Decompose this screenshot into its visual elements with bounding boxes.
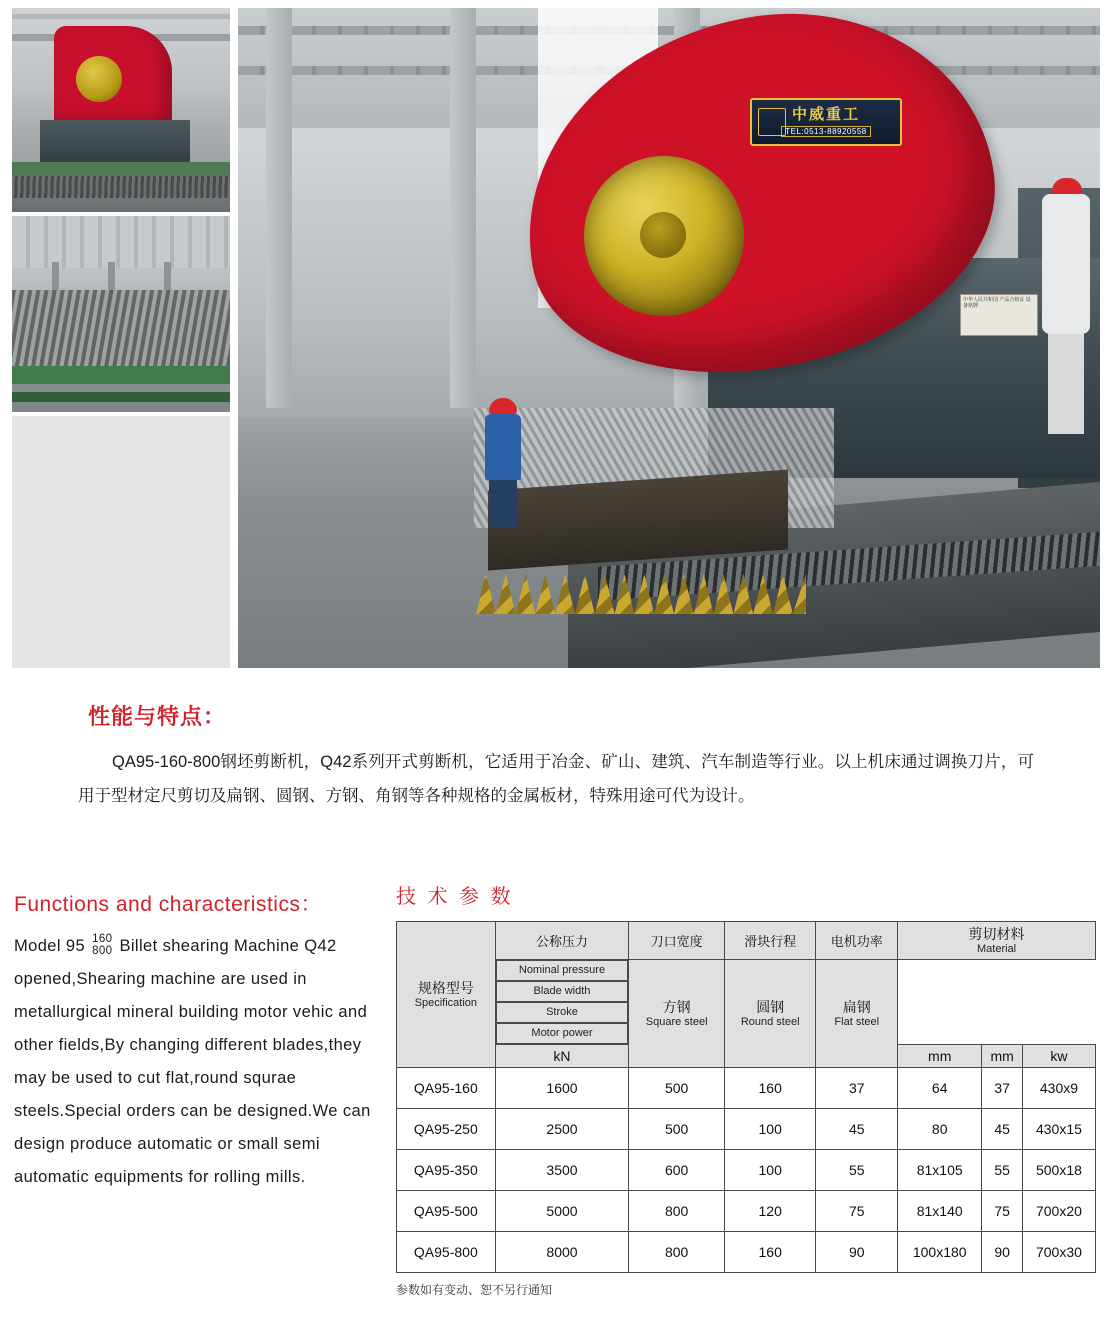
performance-body: QA95-160-800钢坯剪断机，Q42系列开式剪断机，它适用于冶金、矿山、建筑、汽车制造等行业。以上机床通过调换刀片，可用于型材定尺剪切及扁钢、圆钢、方钢、角钢等各种规格的金属板材，特殊用途可代为设计。 bbox=[78, 753, 1034, 805]
model-fraction bbox=[92, 933, 112, 957]
table-row bbox=[397, 1191, 1096, 1232]
roof-beam-upper bbox=[12, 14, 230, 19]
header-blade-unit: mm bbox=[898, 1045, 982, 1068]
table-row bbox=[397, 1109, 1096, 1150]
english-model-prefix: Model 95 bbox=[14, 937, 86, 955]
header-flat-en: Flat steel bbox=[834, 1016, 880, 1028]
spec-table-note: 参数如有变动、恕不另行通知 bbox=[396, 1283, 553, 1297]
roof-truss bbox=[238, 26, 1100, 35]
green-conveyor bbox=[12, 162, 230, 176]
english-body-line1: Billet shearing Machine Q42 bbox=[119, 937, 337, 955]
cell-round: 45 bbox=[982, 1109, 1023, 1150]
spec-table-block bbox=[396, 880, 1096, 1298]
table-row bbox=[397, 1150, 1096, 1191]
header-specification-cn: 规格型号 bbox=[417, 980, 474, 996]
header-square-steel bbox=[629, 960, 725, 1068]
header-material-cn: 剪切材料 bbox=[968, 926, 1025, 942]
table-header-row-2 bbox=[397, 960, 1096, 1045]
worker-legs bbox=[489, 480, 517, 528]
spec-table-title: 技 术 参 数 bbox=[396, 886, 514, 908]
shear-machine-photo bbox=[12, 8, 230, 212]
cell-stroke: 160 bbox=[725, 1232, 816, 1273]
cell-motor: 37 bbox=[816, 1068, 898, 1109]
cell-square: 81x105 bbox=[898, 1150, 982, 1191]
cell-blade: 800 bbox=[629, 1191, 725, 1232]
cell-flat: 430x9 bbox=[1022, 1068, 1095, 1109]
header-blade-en: Blade width bbox=[496, 981, 629, 1002]
worker-foreground bbox=[483, 398, 523, 528]
cell-spec: QA95-800 bbox=[397, 1232, 496, 1273]
english-body bbox=[14, 930, 386, 1194]
cell-blade: 600 bbox=[629, 1150, 725, 1191]
blank-gray-panel bbox=[12, 416, 230, 668]
cell-motor: 45 bbox=[816, 1109, 898, 1150]
header-stroke-unit: mm bbox=[982, 1045, 1023, 1068]
performance-section bbox=[0, 700, 1112, 813]
header-pressure-unit: kN bbox=[495, 1045, 629, 1068]
cell-blade: 800 bbox=[629, 1232, 725, 1273]
rebar-hall-photo bbox=[12, 216, 230, 412]
table-header-row-1 bbox=[397, 922, 1096, 960]
cell-round: 55 bbox=[982, 1150, 1023, 1191]
header-round-cn: 圆钢 bbox=[756, 999, 785, 1015]
cell-flat: 500x18 bbox=[1022, 1150, 1095, 1191]
thumbnail-column bbox=[12, 8, 230, 668]
table-row bbox=[397, 1068, 1096, 1109]
worker-torso bbox=[485, 414, 521, 480]
header-pressure-cn: 公称压力 bbox=[495, 922, 629, 960]
header-material-en: Material bbox=[976, 943, 1017, 955]
cell-motor: 75 bbox=[816, 1191, 898, 1232]
brand-plate bbox=[750, 98, 902, 146]
cell-stroke: 100 bbox=[725, 1150, 816, 1191]
header-round-steel bbox=[725, 960, 816, 1068]
cell-stroke: 100 bbox=[725, 1109, 816, 1150]
header-specification-en: Specification bbox=[414, 997, 478, 1009]
english-body-rest: opened,Shearing machine are used in metallurgical mineral building motor vehic and other fields,By changing different blades,they may be used to cut flat,round squrae steels.Special orders can be designed.We can design produce automatic or small semi automatic equipments for rolling mills. bbox=[14, 970, 371, 1186]
header-motor-en: Motor power bbox=[496, 1023, 629, 1044]
brand-name: 中威重工 bbox=[791, 106, 860, 123]
green-rail-lower bbox=[12, 392, 230, 402]
performance-title: 性能与特点： bbox=[88, 704, 227, 729]
header-square-en: Square steel bbox=[645, 1016, 708, 1028]
machine-nameplate: 中华人民共和国 产品合格证 设备铭牌 bbox=[960, 294, 1038, 336]
cell-square: 81x140 bbox=[898, 1191, 982, 1232]
cell-flat: 700x30 bbox=[1022, 1232, 1095, 1273]
cell-blade: 500 bbox=[629, 1068, 725, 1109]
cell-pressure: 5000 bbox=[495, 1191, 629, 1232]
cell-pressure: 2500 bbox=[495, 1109, 629, 1150]
cell-pressure: 8000 bbox=[495, 1232, 629, 1273]
flywheel bbox=[76, 56, 122, 102]
english-title: Functions and characteristics： bbox=[14, 893, 322, 916]
header-motor-unit: kw bbox=[1022, 1045, 1095, 1068]
table-row bbox=[397, 1232, 1096, 1273]
english-description bbox=[14, 888, 386, 1194]
cell-flat: 430x15 bbox=[1022, 1109, 1095, 1150]
cell-flat: 700x20 bbox=[1022, 1191, 1095, 1232]
billet-shearing-machine-photo bbox=[238, 8, 1100, 668]
header-flat-cn: 扁钢 bbox=[842, 999, 871, 1015]
red-helmet-icon bbox=[489, 398, 517, 414]
header-specification bbox=[397, 922, 496, 1068]
model-numerator: 160 bbox=[92, 932, 113, 945]
header-stroke-cn: 滑块行程 bbox=[725, 922, 816, 960]
brand-phone: TEL:0513-88920558 bbox=[781, 126, 870, 137]
cell-spec: QA95-160 bbox=[397, 1068, 496, 1109]
header-flat-steel bbox=[816, 960, 898, 1068]
header-square-cn: 方钢 bbox=[662, 999, 691, 1015]
cell-square: 100x180 bbox=[898, 1232, 982, 1273]
cell-spec: QA95-250 bbox=[397, 1109, 496, 1150]
worker-legs bbox=[1048, 334, 1084, 434]
header-blade-cn: 刀口宽度 bbox=[629, 922, 725, 960]
header-motor-cn: 电机功率 bbox=[816, 922, 898, 960]
cell-motor: 90 bbox=[816, 1232, 898, 1273]
cell-square: 80 bbox=[898, 1109, 982, 1150]
flywheel-hub bbox=[640, 212, 686, 258]
cell-spec: QA95-500 bbox=[397, 1191, 496, 1232]
pillar-left bbox=[266, 8, 292, 408]
spec-table bbox=[396, 921, 1096, 1273]
cell-blade: 500 bbox=[629, 1109, 725, 1150]
header-pressure-en: Nominal pressure bbox=[496, 960, 629, 981]
cell-round: 90 bbox=[982, 1232, 1023, 1273]
cell-round: 75 bbox=[982, 1191, 1023, 1232]
cell-motor: 55 bbox=[816, 1150, 898, 1191]
cell-spec: QA95-350 bbox=[397, 1150, 496, 1191]
cell-stroke: 160 bbox=[725, 1068, 816, 1109]
cell-pressure: 3500 bbox=[495, 1150, 629, 1191]
worker-right bbox=[1040, 178, 1092, 438]
cell-square: 64 bbox=[898, 1068, 982, 1109]
cell-round: 37 bbox=[982, 1068, 1023, 1109]
hall-roof bbox=[12, 216, 230, 268]
pillar-center bbox=[450, 8, 476, 408]
red-helmet-icon bbox=[1052, 178, 1082, 194]
company-logo-icon bbox=[758, 108, 786, 136]
worker-torso bbox=[1042, 194, 1090, 334]
cell-pressure: 1600 bbox=[495, 1068, 629, 1109]
model-denominator: 800 bbox=[92, 944, 113, 957]
header-material bbox=[898, 922, 1096, 960]
header-stroke-en: Stroke bbox=[496, 1002, 629, 1023]
header-round-en: Round steel bbox=[740, 1016, 800, 1028]
cell-stroke: 120 bbox=[725, 1191, 816, 1232]
green-rail bbox=[12, 366, 230, 384]
